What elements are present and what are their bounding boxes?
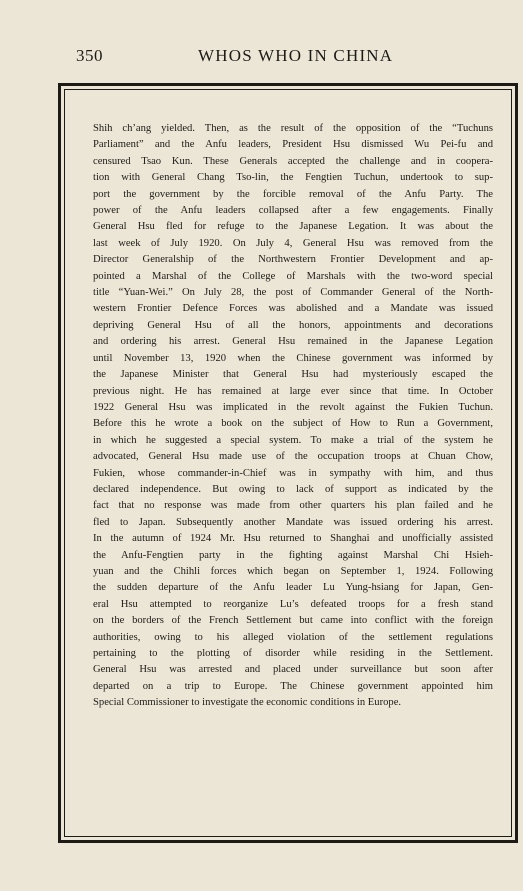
text-line: Fukien, whose commander-in-Chief was in sympathy with him, and thus xyxy=(93,467,493,479)
text-line: tion with General Chang Tso-lin, the Fengtien Tuchun, undertook to sup- xyxy=(93,172,493,184)
text-line: fled to Japan. Subsequently another Mandate was issued ordering his arrest. xyxy=(93,516,493,528)
page-number: 350 xyxy=(76,46,103,65)
text-line: yuan and the Chihli forces which began on September 1, 1924. Following xyxy=(93,565,493,577)
text-line: western Frontier Defence Forces was abolished and a Mandate was issued xyxy=(93,303,493,315)
text-line: last week of July 1920. On July 4, General Hsu was removed from the xyxy=(93,237,493,249)
text-line: the Japanese Minister that General Hsu had mysteriously escaped the xyxy=(93,369,493,381)
text-line: In the autumn of 1924 Mr. Hsu returned to Shanghai and unofficially assisted xyxy=(93,533,493,545)
text-line: Director Generalship of the Northwestern Frontier Development and ap- xyxy=(93,254,493,266)
running-title: WHOS WHO IN CHINA xyxy=(198,46,394,65)
biography-body-text xyxy=(93,121,493,712)
text-line: General Hsu was arrested and placed under surveillance but soon after xyxy=(93,664,493,676)
text-line: departed on a trip to Europe. The Chinese government appointed him xyxy=(93,680,493,692)
text-line: the Anfu-Fengtien party in the fighting against Marshal Chi Hsieh- xyxy=(93,549,493,561)
text-line: Before this he wrote a book on the subject of How to Run a Government, xyxy=(93,418,493,430)
text-line: title “Yuan-Wei.” On July 28, the post of Commander General of the North- xyxy=(93,287,493,299)
text-line: pointed a Marshal of the College of Marshals with the two-word special xyxy=(93,270,493,282)
text-line: in which he suggested a special system. To make a trial of the system he xyxy=(93,434,493,446)
text-line: eral Hsu attempted to reorganize Lu’s defeated troops for a fresh stand xyxy=(93,598,493,610)
text-line: Parliament” and the Anfu leaders, President Hsu dismissed Wu Pei-fu and xyxy=(93,139,493,151)
text-line: fact that no response was made from other quarters his plan failed and he xyxy=(93,500,493,512)
text-line: previous night. He has remained at large ever since that time. In October xyxy=(93,385,493,397)
text-line: General Hsu fled for refuge to the Japanese Legation. It was about the xyxy=(93,221,493,233)
text-line: censured Tsao Kun. These Generals accepted the challenge and in coopera- xyxy=(93,155,493,167)
text-line: the sudden departure of the Anfu leader Lu Yung-hsiang for Japan, Gen- xyxy=(93,582,493,594)
text-line: advocated, General Hsu made use of the occupation troops at Chuan Chow, xyxy=(93,451,493,463)
text-line: 1922 General Hsu was implicated in the revolt against the Fukien Tuchun. xyxy=(93,401,493,413)
text-line: depriving General Hsu of all the honors, appointments and decorations xyxy=(93,319,493,331)
text-line: power of the Anfu leaders collapsed after a few engagements. Finally xyxy=(93,205,493,217)
text-line: Special Commissioner to investigate the economic conditions in Europe. xyxy=(93,697,402,709)
text-line: authorities, owing to his alleged violation of the settlement regulations xyxy=(93,631,493,643)
text-line: and ordering his arrest. General Hsu remained in the Japanese Legation xyxy=(93,336,493,348)
text-line: until November 13, 1920 when the Chinese government was informed by xyxy=(93,352,493,364)
text-line: on the borders of the French Settlement but came into conflict with the foreign xyxy=(93,615,493,627)
text-line: port the government by the forcible removal of the Anfu Party. The xyxy=(93,188,493,200)
text-line: Shih ch’ang yielded. Then, as the result of the opposition of the “Tuchuns xyxy=(93,123,493,134)
text-line: declared independence. But owing to lack of support as indicated by the xyxy=(93,483,493,495)
text-line: pertaining to the plotting of disorder while residing in the Settlement. xyxy=(93,648,493,659)
